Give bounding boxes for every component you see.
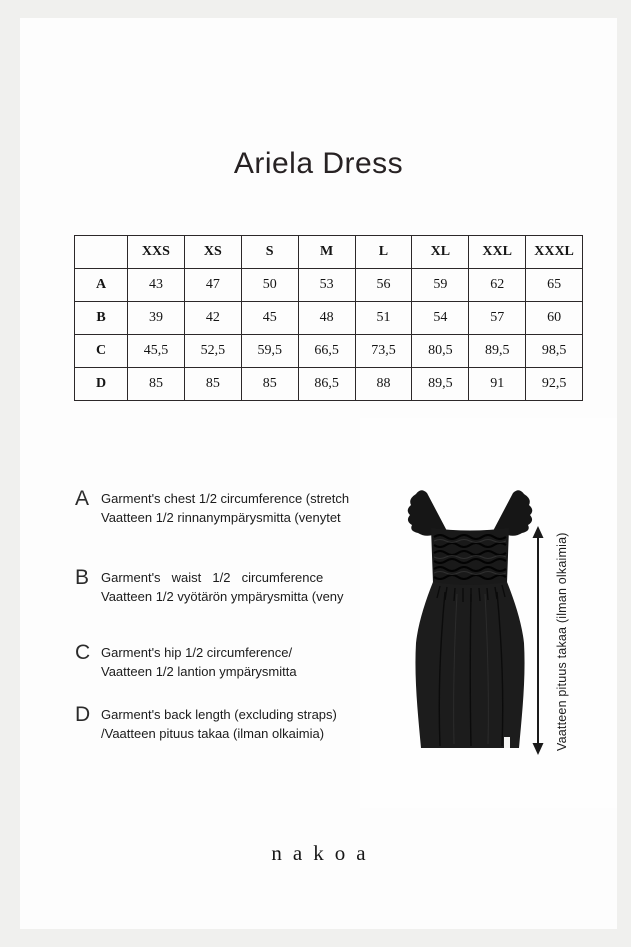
measurement-letter: B: [75, 566, 90, 589]
dress-skirt: [415, 582, 524, 748]
size-col-header: M: [298, 236, 355, 269]
size-col-header: S: [241, 236, 298, 269]
measurement-desc-en: Garment's waist 1/2 circumference: [101, 570, 324, 585]
dress-illustration: [385, 480, 615, 770]
table-cell: 62: [469, 269, 526, 302]
table-cell: 53: [298, 269, 355, 302]
table-cell: 98,5: [526, 335, 583, 368]
table-cell: 89,5: [412, 368, 469, 401]
size-table: [74, 235, 583, 401]
table-cell: 39: [128, 302, 185, 335]
measurement-desc-en: Garment's hip 1/2 circumference/: [101, 645, 293, 660]
measurement-letter: D: [75, 703, 91, 726]
table-cell: 60: [526, 302, 583, 335]
table-cell: 65: [526, 269, 583, 302]
row-label: C: [75, 335, 128, 368]
table-cell: 89,5: [469, 335, 526, 368]
measurement-item-c: [75, 643, 353, 681]
table-cell: 57: [469, 302, 526, 335]
measurement-letter: A: [75, 487, 90, 510]
table-cell: 51: [355, 302, 412, 335]
measurement-desc-fi: Vaatteen 1/2 vyötärön ympärysmitta (veny: [101, 589, 344, 604]
dress-strap-right: [493, 490, 532, 536]
measurement-item-d: [75, 705, 353, 743]
size-col-header: XXXL: [526, 236, 583, 269]
measure-arrow-icon: [533, 526, 544, 755]
size-chart-card: [20, 18, 617, 929]
size-col-header: L: [355, 236, 412, 269]
row-label: A: [75, 269, 128, 302]
table-cell: 85: [128, 368, 185, 401]
table-cell: 86,5: [298, 368, 355, 401]
size-table-header-row: [75, 236, 583, 269]
table-corner-cell: [75, 236, 128, 269]
dress-hem-tag: [504, 737, 510, 748]
row-label: B: [75, 302, 128, 335]
table-cell: 73,5: [355, 335, 412, 368]
table-cell: 80,5: [412, 335, 469, 368]
table-cell: 91: [469, 368, 526, 401]
size-col-header: XXS: [128, 236, 185, 269]
table-cell: 45: [241, 302, 298, 335]
back-length-vertical-label: Vaatteen pituus takaa (ilman olkaimia): [555, 532, 569, 752]
table-cell: 47: [184, 269, 241, 302]
table-cell: 45,5: [128, 335, 185, 368]
row-label: D: [75, 368, 128, 401]
table-cell: 43: [128, 269, 185, 302]
measurement-letter: C: [75, 641, 91, 664]
table-cell: 50: [241, 269, 298, 302]
table-cell: 52,5: [184, 335, 241, 368]
table-cell: 56: [355, 269, 412, 302]
table-cell: 59: [412, 269, 469, 302]
table-row: [75, 269, 583, 302]
dress-strap-left: [408, 490, 447, 536]
table-cell: 85: [184, 368, 241, 401]
measurement-desc-fi: Vaatteen 1/2 lantion ympärysmitta: [101, 664, 297, 679]
table-cell: 66,5: [298, 335, 355, 368]
dress-bodice: [431, 528, 509, 586]
table-cell: 54: [412, 302, 469, 335]
measurement-item-a: [75, 489, 353, 527]
table-row: [75, 335, 583, 368]
measurement-desc-en: Garment's back length (excluding straps): [101, 707, 337, 722]
measurement-desc-fi: /Vaatteen pituus takaa (ilman olkaimia): [101, 726, 325, 741]
size-col-header: XS: [184, 236, 241, 269]
size-col-header: XL: [412, 236, 469, 269]
table-row: [75, 368, 583, 401]
table-cell: 48: [298, 302, 355, 335]
brand-logo: nakoa: [271, 841, 377, 865]
table-cell: 85: [241, 368, 298, 401]
page-title: Ariela Dress: [233, 147, 404, 180]
table-row: [75, 302, 583, 335]
measurement-desc-fi: Vaatteen 1/2 rinnanympärysmitta (venytet: [101, 510, 341, 525]
table-cell: 88: [355, 368, 412, 401]
size-col-header: XXL: [469, 236, 526, 269]
table-cell: 92,5: [526, 368, 583, 401]
measurement-item-b: [75, 568, 353, 606]
table-cell: 59,5: [241, 335, 298, 368]
table-cell: 42: [184, 302, 241, 335]
measurement-desc-en: Garment's chest 1/2 circumference (stretch: [101, 491, 350, 506]
